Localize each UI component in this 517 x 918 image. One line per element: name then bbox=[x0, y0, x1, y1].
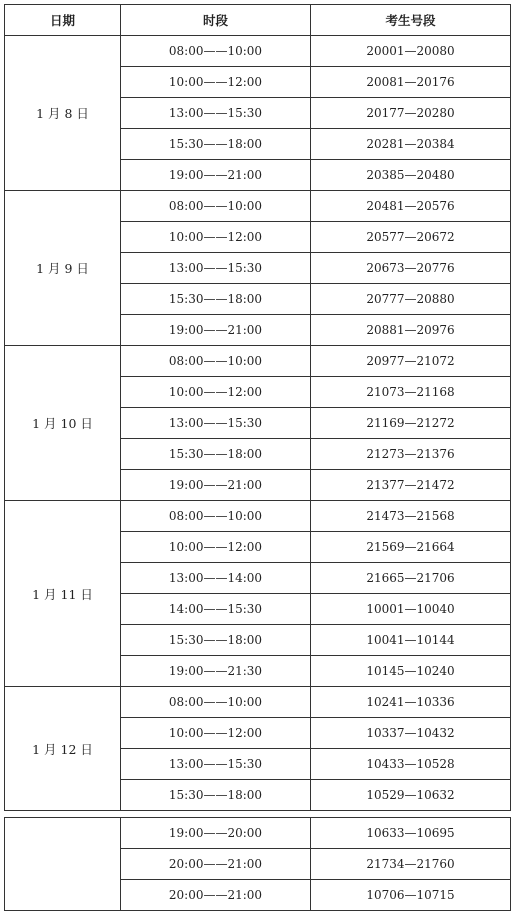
table-row bbox=[5, 687, 511, 718]
table-row bbox=[5, 501, 511, 532]
candidate-range-cell: 10529—10632 bbox=[311, 780, 511, 811]
time-slot-cell: 13:00——14:00 bbox=[121, 563, 311, 594]
time-slot-cell: 20:00——21:00 bbox=[121, 849, 311, 880]
time-slot-cell: 08:00——10:00 bbox=[121, 191, 311, 222]
candidate-range-cell: 10633—10695 bbox=[311, 818, 511, 849]
time-slot-cell: 13:00——15:30 bbox=[121, 408, 311, 439]
time-slot-cell: 13:00——15:30 bbox=[121, 749, 311, 780]
header-time-slot: 时段 bbox=[121, 5, 311, 36]
candidate-range-cell: 10041—10144 bbox=[311, 625, 511, 656]
candidate-range-cell: 20977—21072 bbox=[311, 346, 511, 377]
header-row bbox=[5, 5, 511, 36]
candidate-range-cell: 21569—21664 bbox=[311, 532, 511, 563]
time-slot-cell: 13:00——15:30 bbox=[121, 253, 311, 284]
header-date: 日期 bbox=[5, 5, 121, 36]
candidate-range-cell: 10433—10528 bbox=[311, 749, 511, 780]
time-slot-cell: 20:00——21:00 bbox=[121, 880, 311, 911]
schedule-body bbox=[5, 36, 511, 811]
time-slot-cell: 19:00——21:30 bbox=[121, 656, 311, 687]
date-cell: 1 月 10 日 bbox=[5, 346, 121, 501]
date-cell: 1 月 11 日 bbox=[5, 501, 121, 687]
candidate-range-cell: 10241—10336 bbox=[311, 687, 511, 718]
time-slot-cell: 15:30——18:00 bbox=[121, 284, 311, 315]
time-slot-cell: 19:00——21:00 bbox=[121, 470, 311, 501]
candidate-range-cell: 20777—20880 bbox=[311, 284, 511, 315]
time-slot-cell: 08:00——10:00 bbox=[121, 346, 311, 377]
candidate-range-cell: 10001—10040 bbox=[311, 594, 511, 625]
schedule-table bbox=[4, 4, 511, 811]
time-slot-cell: 19:00——21:00 bbox=[121, 315, 311, 346]
continuation-body bbox=[5, 818, 511, 911]
time-slot-cell: 10:00——12:00 bbox=[121, 532, 311, 563]
date-cell bbox=[5, 818, 121, 911]
time-slot-cell: 19:00——21:00 bbox=[121, 160, 311, 191]
candidate-range-cell: 10706—10715 bbox=[311, 880, 511, 911]
date-cell: 1 月 8 日 bbox=[5, 36, 121, 191]
time-slot-cell: 08:00——10:00 bbox=[121, 687, 311, 718]
candidate-range-cell: 21473—21568 bbox=[311, 501, 511, 532]
table-row bbox=[5, 818, 511, 849]
table-row bbox=[5, 191, 511, 222]
time-slot-cell: 13:00——15:30 bbox=[121, 98, 311, 129]
date-cell: 1 月 9 日 bbox=[5, 191, 121, 346]
header-candidate-range: 考生号段 bbox=[311, 5, 511, 36]
date-cell: 1 月 12 日 bbox=[5, 687, 121, 811]
table-row bbox=[5, 346, 511, 377]
candidate-range-cell: 20001—20080 bbox=[311, 36, 511, 67]
time-slot-cell: 10:00——12:00 bbox=[121, 222, 311, 253]
time-slot-cell: 08:00——10:00 bbox=[121, 501, 311, 532]
candidate-range-cell: 21273—21376 bbox=[311, 439, 511, 470]
time-slot-cell: 10:00——12:00 bbox=[121, 67, 311, 98]
time-slot-cell: 10:00——12:00 bbox=[121, 377, 311, 408]
time-slot-cell: 15:30——18:00 bbox=[121, 439, 311, 470]
time-slot-cell: 15:30——18:00 bbox=[121, 780, 311, 811]
time-slot-cell: 10:00——12:00 bbox=[121, 718, 311, 749]
table-row bbox=[5, 36, 511, 67]
candidate-range-cell: 20881—20976 bbox=[311, 315, 511, 346]
time-slot-cell: 15:30——18:00 bbox=[121, 129, 311, 160]
candidate-range-cell: 20577—20672 bbox=[311, 222, 511, 253]
candidate-range-cell: 20281—20384 bbox=[311, 129, 511, 160]
candidate-range-cell: 20673—20776 bbox=[311, 253, 511, 284]
time-slot-cell: 19:00——20:00 bbox=[121, 818, 311, 849]
schedule-table-continuation bbox=[4, 817, 511, 911]
time-slot-cell: 14:00——15:30 bbox=[121, 594, 311, 625]
candidate-range-cell: 10145—10240 bbox=[311, 656, 511, 687]
candidate-range-cell: 21734—21760 bbox=[311, 849, 511, 880]
candidate-range-cell: 21169—21272 bbox=[311, 408, 511, 439]
candidate-range-cell: 10337—10432 bbox=[311, 718, 511, 749]
candidate-range-cell: 21377—21472 bbox=[311, 470, 511, 501]
candidate-range-cell: 20481—20576 bbox=[311, 191, 511, 222]
candidate-range-cell: 20081—20176 bbox=[311, 67, 511, 98]
time-slot-cell: 08:00——10:00 bbox=[121, 36, 311, 67]
time-slot-cell: 15:30——18:00 bbox=[121, 625, 311, 656]
candidate-range-cell: 21665—21706 bbox=[311, 563, 511, 594]
candidate-range-cell: 21073—21168 bbox=[311, 377, 511, 408]
candidate-range-cell: 20385—20480 bbox=[311, 160, 511, 191]
candidate-range-cell: 20177—20280 bbox=[311, 98, 511, 129]
